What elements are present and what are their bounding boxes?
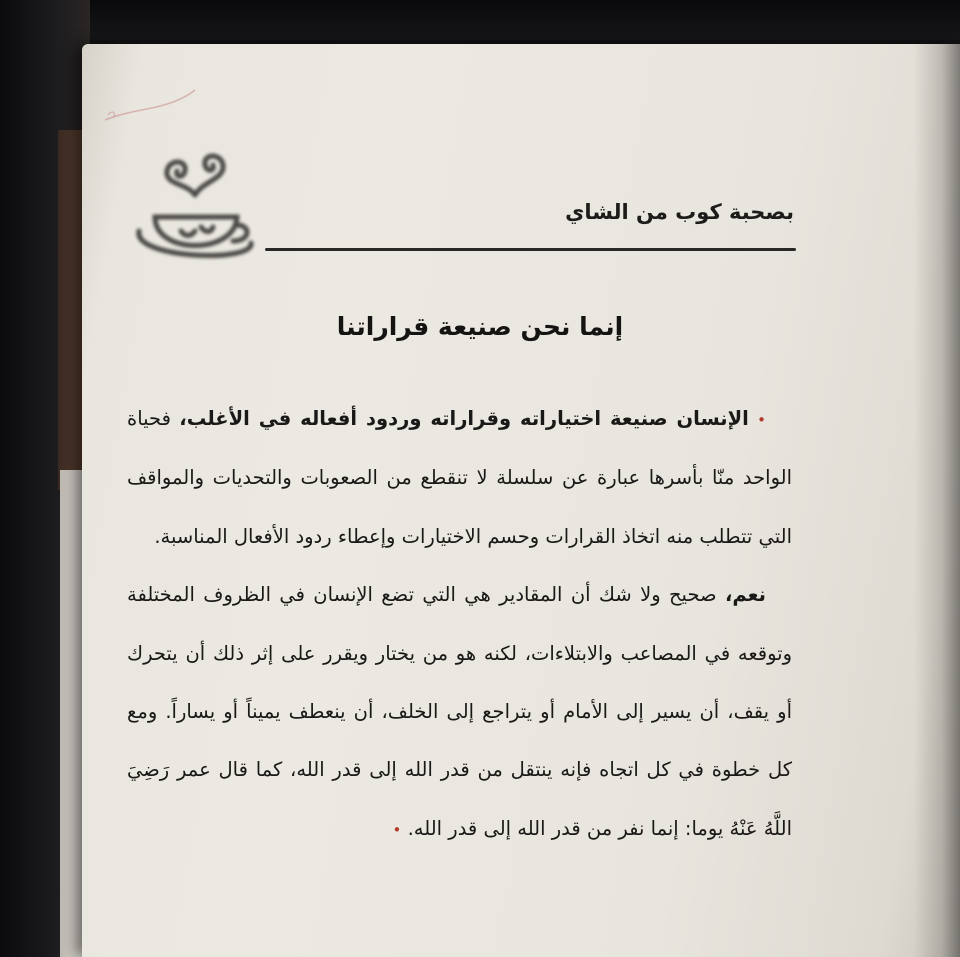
pen-mark [100,70,200,130]
chapter-title: إنما نحن صنيعة قراراتنا [336,312,624,341]
background-top [0,0,960,40]
open-quote-mark: • [757,411,767,429]
book-cover-edge-lower [60,470,84,957]
running-title: بصحبة كوب من الشاي [565,200,794,224]
paragraph-2-lead: نعم، [724,583,766,607]
close-quote-mark: • [392,820,402,839]
page-gutter-shadow [914,44,960,957]
paragraph-2-text: صحيح ولا شك أن المقادير هي التي تضع الإنسان في الظروف المختلفة وتوقعه في المصاعب والابتلاءات، لكنه هو من يختار ويقرر على إثر ذلك أن يتحرك أو يقف، أن يسير إلى الأمام أو يتراجع إلى الخلف، أن ينعطف يميناً أو يساراً. ومع كل خطوة في كل اتجاه فإنه ينتقل من قدر الله إلى قدر الله، كما قال عمر رَضِيَ اللَّهُ عَنْهُ يوما: إنما نفر من قدر الله إلى قدر الله. [127,583,792,840]
teacup-icon [125,135,260,285]
paragraph-2 [127,566,792,859]
paragraph-1-lead: الإنسان صنيعة اختياراته وقراراته وردود أفعاله في الأغلب، [179,407,749,430]
header-rule [265,248,796,251]
book-cover-edge [58,130,84,490]
body-text [127,390,792,859]
paragraph-1 [127,390,792,566]
paragraph-1-text: فحياة الواحد منّا بأسرها عبارة عن سلسلة لا تنقطع من الصعوبات والتحديات والمواقف التي تتطلب منه اتخاذ القرارات وحسم الاختيارات وإعطاء ردود الأفعال المناسبة. [127,407,792,548]
